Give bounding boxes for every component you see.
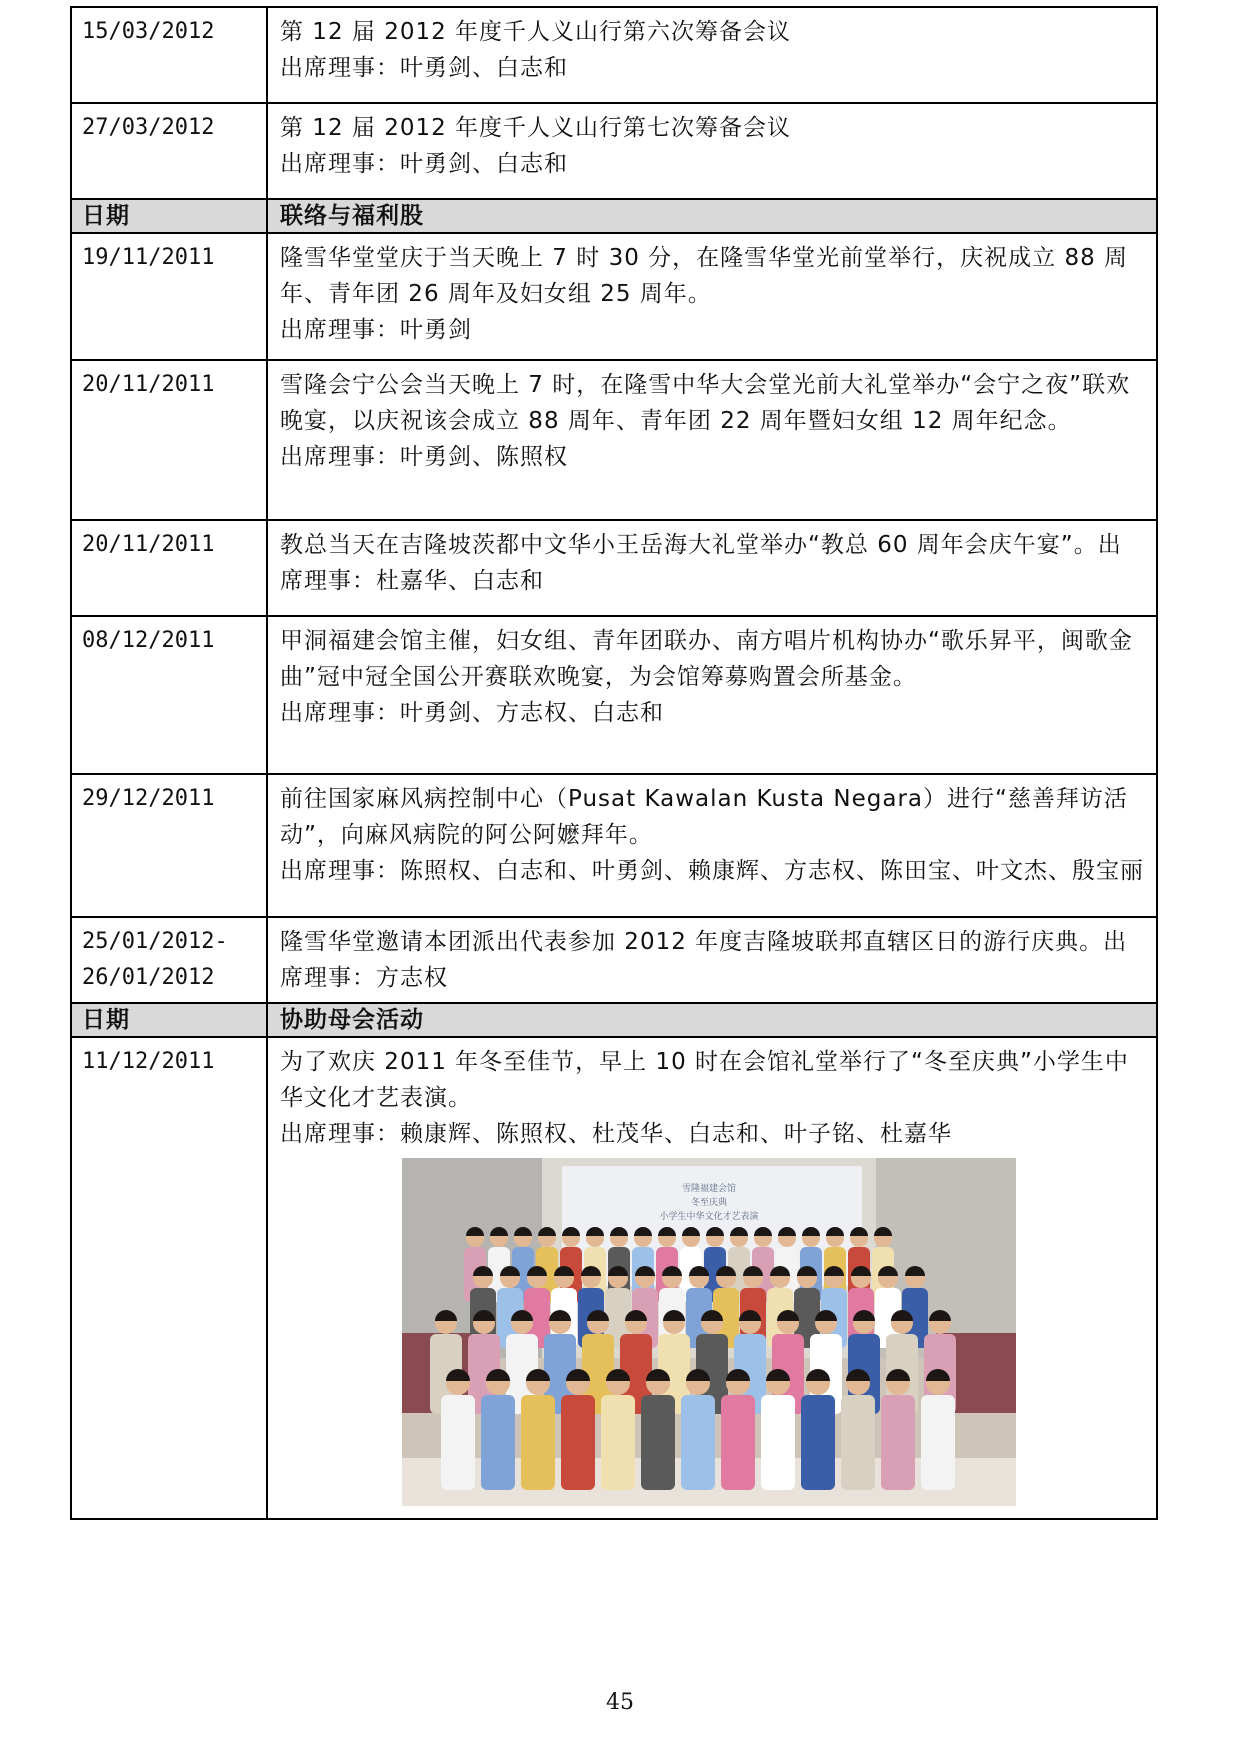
photo-backdrop-sign <box>402 1182 1016 1224</box>
date-line: 08/12/2011 <box>82 628 215 653</box>
activity-row <box>71 774 1157 917</box>
activity-date <box>71 616 267 774</box>
section-title <box>267 1003 1157 1037</box>
description-line: 第 12 届 2012 年度千人义山行第七次筹备会议 <box>280 115 792 141</box>
activity-description <box>267 233 1157 360</box>
description-line: 隆雪华堂堂庆于当天晚上 7 时 30 分，在隆雪华堂光前堂举行，庆祝成立 88 周年、青年团 26 周年及妇女组 25 周年。 <box>280 245 1129 307</box>
activity-row <box>71 616 1157 774</box>
photo-sign-line: 冬至庆典 <box>690 1198 727 1208</box>
activity-row <box>71 360 1157 520</box>
description-line: 教总当天在吉隆坡茨都中文华小王岳海大礼堂举办“教总 60 周年会庆午宴”。出席理事：杜嘉华、白志和 <box>280 532 1122 594</box>
date-line: 25/01/2012- <box>82 929 228 954</box>
activity-date <box>71 7 267 103</box>
date-line: 27/03/2012 <box>82 115 215 140</box>
date-column-header <box>71 1003 267 1037</box>
activity-table-body <box>71 7 1157 1519</box>
activity-row <box>71 917 1157 1003</box>
description-line: 出席理事：叶勇剑 <box>280 317 472 343</box>
section-header-row <box>71 1003 1157 1037</box>
description-line: 甲洞福建会馆主催，妇女组、青年团联办、南方唱片机构协办“歌乐昇平，闽歌金曲”冠中冠全国公开赛联欢晚宴，为会馆筹募购置会所基金。 <box>280 628 1133 690</box>
description-line: 出席理事：陈照权、白志和、叶勇剑、赖康辉、方志权、陈田宝、叶文杰、殷宝丽 <box>280 858 1144 884</box>
activity-row <box>71 233 1157 360</box>
date-line: 11/12/2011 <box>82 1049 215 1074</box>
description-line: 第 12 届 2012 年度千人义山行第六次筹备会议 <box>280 19 792 45</box>
description-line: 雪隆会宁公会当天晚上 7 时，在隆雪中华大会堂光前大礼堂举办“会宁之夜”联欢晚宴，以庆祝该会成立 88 周年、青年团 22 周年暨妇女组 12 周年纪念。 <box>280 372 1131 434</box>
activity-date <box>71 233 267 360</box>
section-title <box>267 199 1157 233</box>
activity-date <box>71 520 267 616</box>
activity-row <box>71 103 1157 199</box>
date-line: 日期 <box>82 203 130 229</box>
page-number: 45 <box>606 1690 634 1715</box>
activity-description <box>267 1037 1157 1519</box>
group-photo <box>402 1158 1016 1506</box>
date-line: 20/11/2011 <box>82 532 215 557</box>
activity-table <box>70 6 1158 1520</box>
description-line: 出席理事：叶勇剑、方志权、白志和 <box>280 700 664 726</box>
photo-sign-line: 小学生中华文化才艺表演 <box>659 1212 759 1222</box>
activity-row <box>71 7 1157 103</box>
date-line: 日期 <box>82 1007 130 1033</box>
description-line: 出席理事：赖康辉、陈照权、杜茂华、白志和、叶子铭、杜嘉华 <box>280 1121 952 1147</box>
description-line: 协助母会活动 <box>280 1007 424 1033</box>
date-line: 20/11/2011 <box>82 372 215 397</box>
activity-date <box>71 1037 267 1519</box>
activity-description <box>267 360 1157 520</box>
activity-description <box>267 616 1157 774</box>
description-line: 出席理事：叶勇剑、白志和 <box>280 151 568 177</box>
section-header-row <box>71 199 1157 233</box>
activity-description <box>267 7 1157 103</box>
date-line: 15/03/2012 <box>82 19 215 44</box>
description-line: 为了欢庆 2011 年冬至佳节，早上 10 时在会馆礼堂举行了“冬至庆典”小学生中华文化才艺表演。 <box>280 1049 1129 1111</box>
activity-row <box>71 1037 1157 1519</box>
date-line: 29/12/2011 <box>82 786 215 811</box>
description-line: 前往国家麻风病控制中心（Pusat Kawalan Kusta Negara）进行“慈善拜访活动”，向麻风病院的阿公阿嬷拜年。 <box>280 786 1128 848</box>
description-line: 出席理事：叶勇剑、陈照权 <box>280 444 568 470</box>
activity-date <box>71 360 267 520</box>
date-line: 19/11/2011 <box>82 245 215 270</box>
photo-sign-line: 雪隆福建会馆 <box>681 1184 736 1194</box>
activity-description <box>267 103 1157 199</box>
activity-description <box>267 774 1157 917</box>
description-line: 出席理事：叶勇剑、白志和 <box>280 55 568 81</box>
activity-description <box>267 917 1157 1003</box>
activity-row <box>71 520 1157 616</box>
activity-date <box>71 774 267 917</box>
activity-description <box>267 520 1157 616</box>
date-line: 26/01/2012 <box>82 965 215 990</box>
description-line: 联络与福利股 <box>280 203 424 229</box>
date-column-header <box>71 199 267 233</box>
activity-date <box>71 917 267 1003</box>
description-line: 隆雪华堂邀请本团派出代表参加 2012 年度吉隆坡联邦直辖区日的游行庆典。出席理事：方志权 <box>280 929 1128 991</box>
activity-date <box>71 103 267 199</box>
